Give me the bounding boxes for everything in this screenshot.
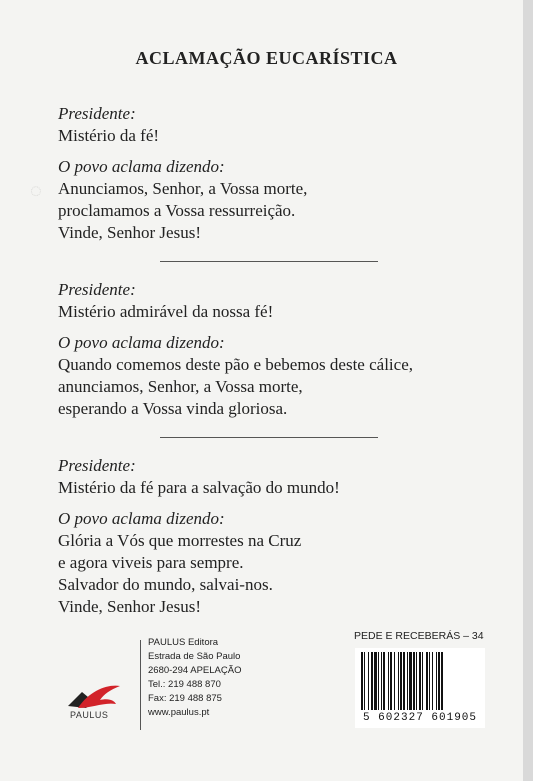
response-line: proclamamos a Vossa ressurreição.	[58, 201, 296, 220]
people-response-3	[58, 508, 478, 618]
response-line: Anunciamos, Senhor, a Vossa morte,	[58, 179, 308, 198]
response-line: Quando comemos deste pão e bebemos deste cálice,	[58, 355, 413, 374]
president-label: Presidente:	[58, 456, 136, 475]
response-line: e agora viveis para sempre.	[58, 553, 244, 572]
publisher-address	[148, 636, 241, 720]
logo-text: PAULUS	[70, 710, 109, 720]
response-line: anunciamos, Senhor, a Vossa morte,	[58, 377, 303, 396]
watermark-decoration: ◌	[30, 180, 43, 202]
people-label: O povo aclama dizendo:	[58, 157, 225, 176]
address-line: PAULUS Editora	[148, 637, 219, 648]
address-line: 2680-294 APELAÇÃO	[148, 665, 242, 676]
response-line: esperando a Vossa vinda gloriosa.	[58, 399, 288, 418]
people-response-1	[58, 156, 478, 244]
section-1	[58, 103, 478, 147]
footer-divider	[140, 640, 141, 730]
response-line: Vinde, Senhor Jesus!	[58, 223, 201, 242]
section-2	[58, 279, 478, 323]
address-line: Fax: 219 488 875	[148, 693, 222, 704]
section-3	[58, 455, 478, 499]
president-line: Mistério admirável da nossa fé!	[58, 302, 274, 321]
acclamation-text	[58, 103, 478, 627]
section-divider	[160, 261, 378, 262]
president-line: Mistério da fé para a salvação do mundo!	[58, 478, 340, 497]
address-line: Estrada de São Paulo	[148, 651, 241, 662]
response-line: Vinde, Senhor Jesus!	[58, 597, 201, 616]
barcode-digits: 5 602327 601905	[362, 712, 478, 724]
president-label: Presidente:	[58, 280, 136, 299]
response-line: Salvador do mundo, salvai-nos.	[58, 575, 273, 594]
page-title: ACLAMAÇÃO EUCARÍSTICA	[135, 48, 398, 68]
barcode	[355, 648, 485, 728]
barcode-bars-icon	[361, 652, 479, 710]
address-line: Tel.: 219 488 870	[148, 679, 221, 690]
people-response-2	[58, 332, 478, 420]
page-edge	[523, 0, 533, 781]
people-label: O povo aclama dizendo:	[58, 509, 225, 528]
series-label: PEDE E RECEBERÁS – 34	[354, 630, 484, 642]
president-label: Presidente:	[58, 104, 136, 123]
website-link[interactable]: www.paulus.pt	[148, 707, 210, 718]
president-line: Mistério da fé!	[58, 126, 160, 145]
people-label: O povo aclama dizendo:	[58, 333, 225, 352]
response-line: Glória a Vós que morrestes na Cruz	[58, 531, 302, 550]
section-divider	[160, 437, 378, 438]
publisher-footer	[0, 630, 523, 780]
